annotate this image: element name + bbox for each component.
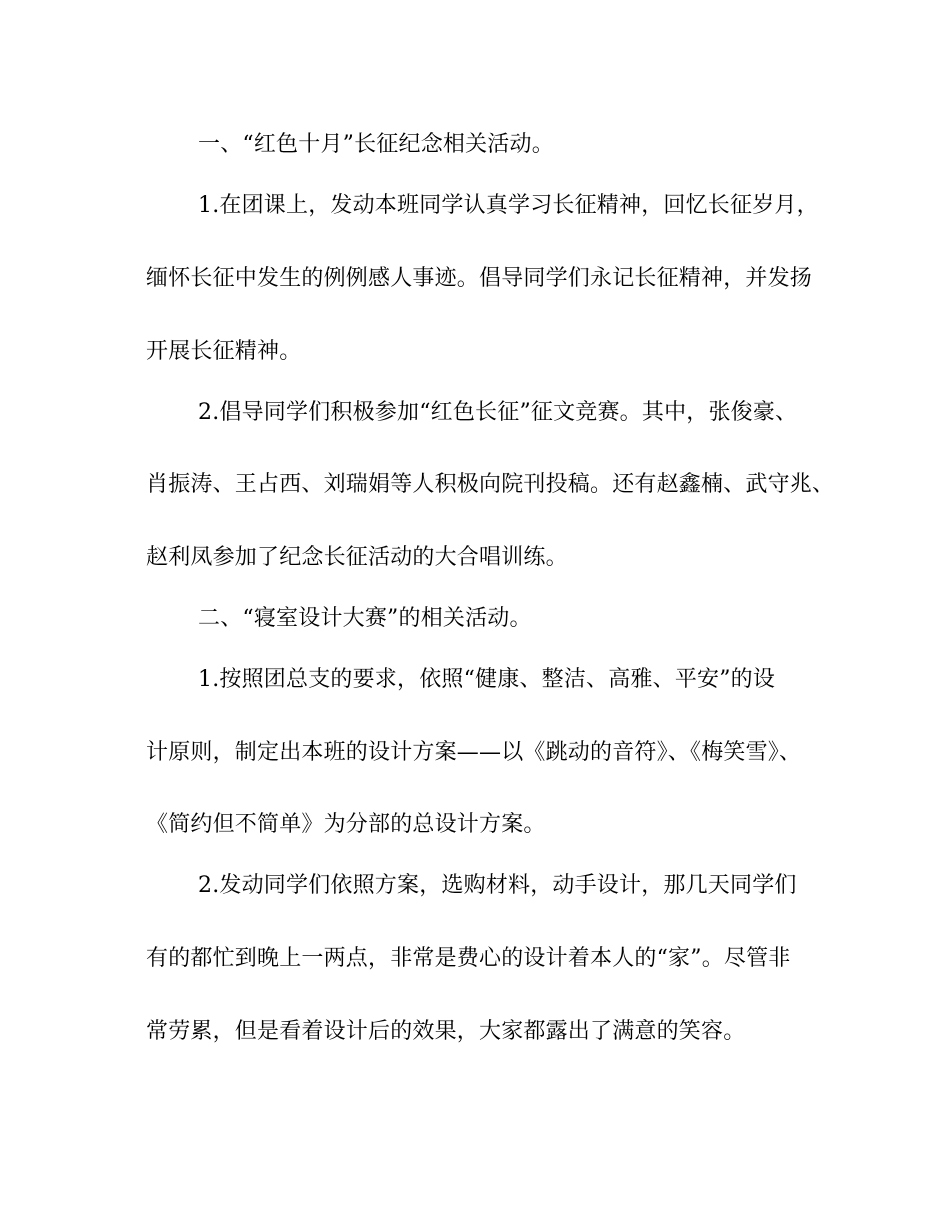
paragraph-line: 缅怀长征中发生的例例感人事迹。倡导同学们永记长征精神，并发扬 [146, 266, 813, 291]
paragraph-line: 有的都忙到晚上一两点，非常是费心的设计着本人的“家”。尽管非 [146, 946, 791, 971]
paragraph-line: 1.按照团总支的要求，依照“健康、整洁、高雅、平安”的设 [198, 667, 776, 692]
paragraph-line: 《简约但不简单》为分部的总设计方案。 [146, 812, 546, 837]
paragraph-line: 开展长征精神。 [146, 339, 302, 364]
paragraph-line: 2.发动同学们依照方案，选购材料，动手设计，那几天同学们 [198, 873, 797, 898]
section-heading-1: 一、“红色十月”长征纪念相关活动。 [198, 132, 554, 157]
paragraph-line: 计原则，制定出本班的设计方案——以《跳动的音符》、《梅笑雪》、 [146, 740, 802, 765]
paragraph-line: 1.在团课上，发动本班同学认真学习长征精神，回忆长征岁月， [198, 193, 819, 218]
paragraph-line: 赵利凤参加了纪念长征活动的大合唱训练。 [146, 545, 568, 570]
paragraph-line: 2.倡导同学们积极参加“红色长征”征文竞赛。其中，张俊豪、 [198, 400, 798, 425]
paragraph-line: 肖振涛、王占西、刘瑞娟等人积极向院刊投稿。还有赵鑫楠、武守兆、 [146, 472, 835, 497]
section-heading-2: 二、“寝室设计大赛”的相关活动。 [198, 606, 532, 631]
paragraph-line: 常劳累，但是看着设计后的效果，大家都露出了满意的笑容。 [146, 1019, 746, 1044]
